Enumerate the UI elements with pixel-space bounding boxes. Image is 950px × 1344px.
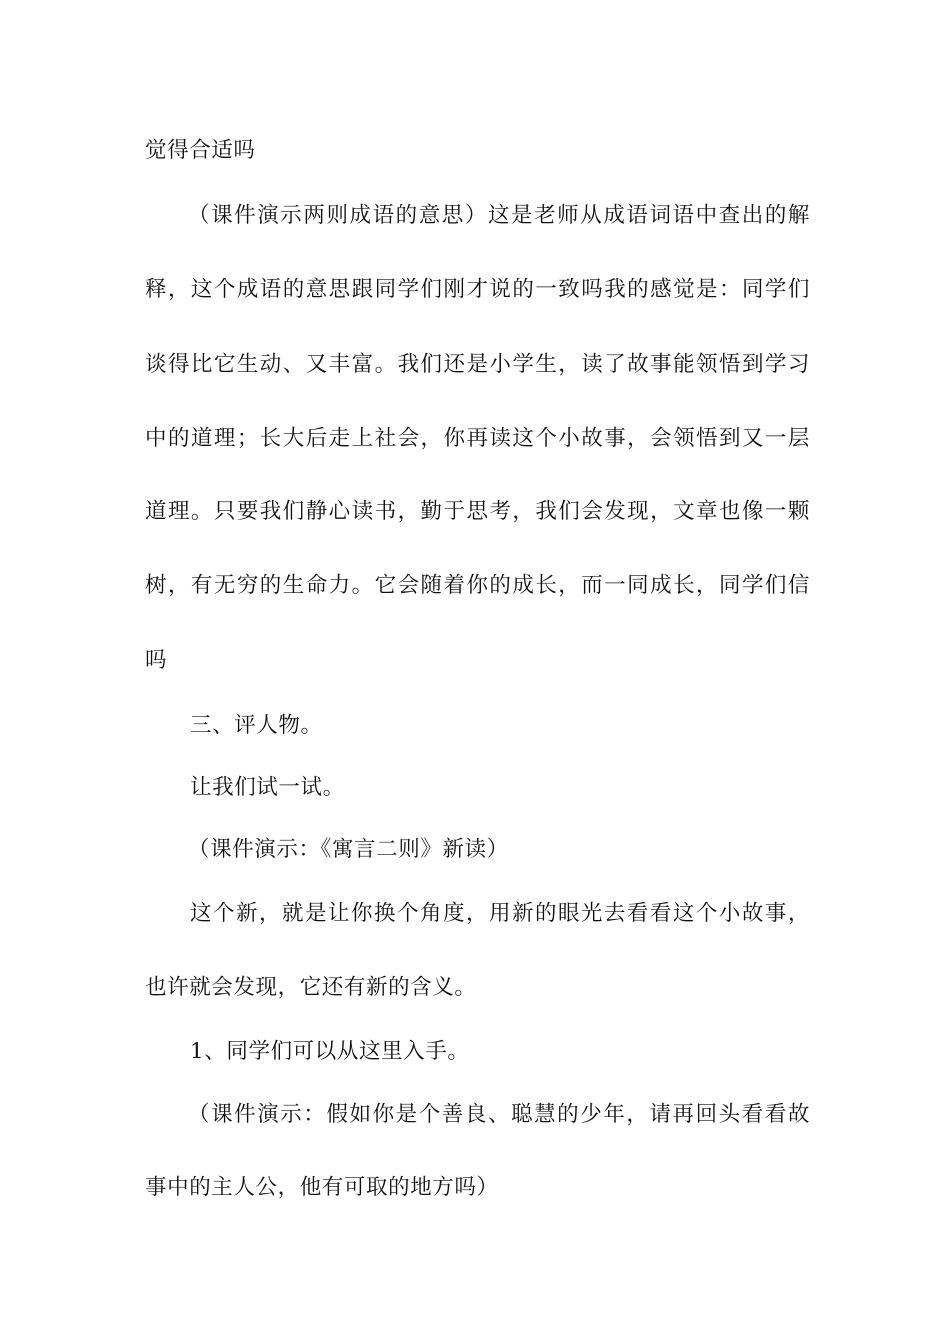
text-line: 道理。只要我们静心读书，勤于思考，我们会发现，文章也像一颗 <box>145 499 810 524</box>
text-line: 觉得合适吗 <box>145 138 256 163</box>
text-line: 1、同学们可以从这里入手。 <box>190 1039 470 1064</box>
text-line: 中的道理；长大后走上社会，你再读这个小故事，会领悟到又一层 <box>145 426 810 451</box>
text-line: 让我们试一试。 <box>190 775 345 800</box>
text-line: 也许就会发现，它还有新的含义。 <box>145 975 477 1000</box>
text-line: 这个新，就是让你换个角度，用新的眼光去看看这个小故事， <box>190 901 810 926</box>
text-line: （课件演示：《寓言二则》新读） <box>188 837 509 862</box>
text-line: 吗 <box>145 648 168 673</box>
section-heading: 三、评人物。 <box>190 713 323 738</box>
text-line: （课件演示两则成语的意思）这是老师从成语词语中查出的解 <box>188 203 810 228</box>
text-line: 树，有无穷的生命力。它会随着你的成长，而一同成长，同学们信 <box>145 573 810 598</box>
text-line: 谈得比它生动、又丰富。我们还是小学生，读了故事能领悟到学习 <box>145 352 810 377</box>
text-line: （课件演示：假如你是个善良、聪慧的少年，请再回头看看故 <box>188 1102 810 1127</box>
text-line: 事中的主人公，他有可取的地方吗） <box>145 1175 499 1200</box>
text-line: 释，这个成语的意思跟同学们刚才说的一致吗我的感觉是：同学们 <box>145 277 810 302</box>
